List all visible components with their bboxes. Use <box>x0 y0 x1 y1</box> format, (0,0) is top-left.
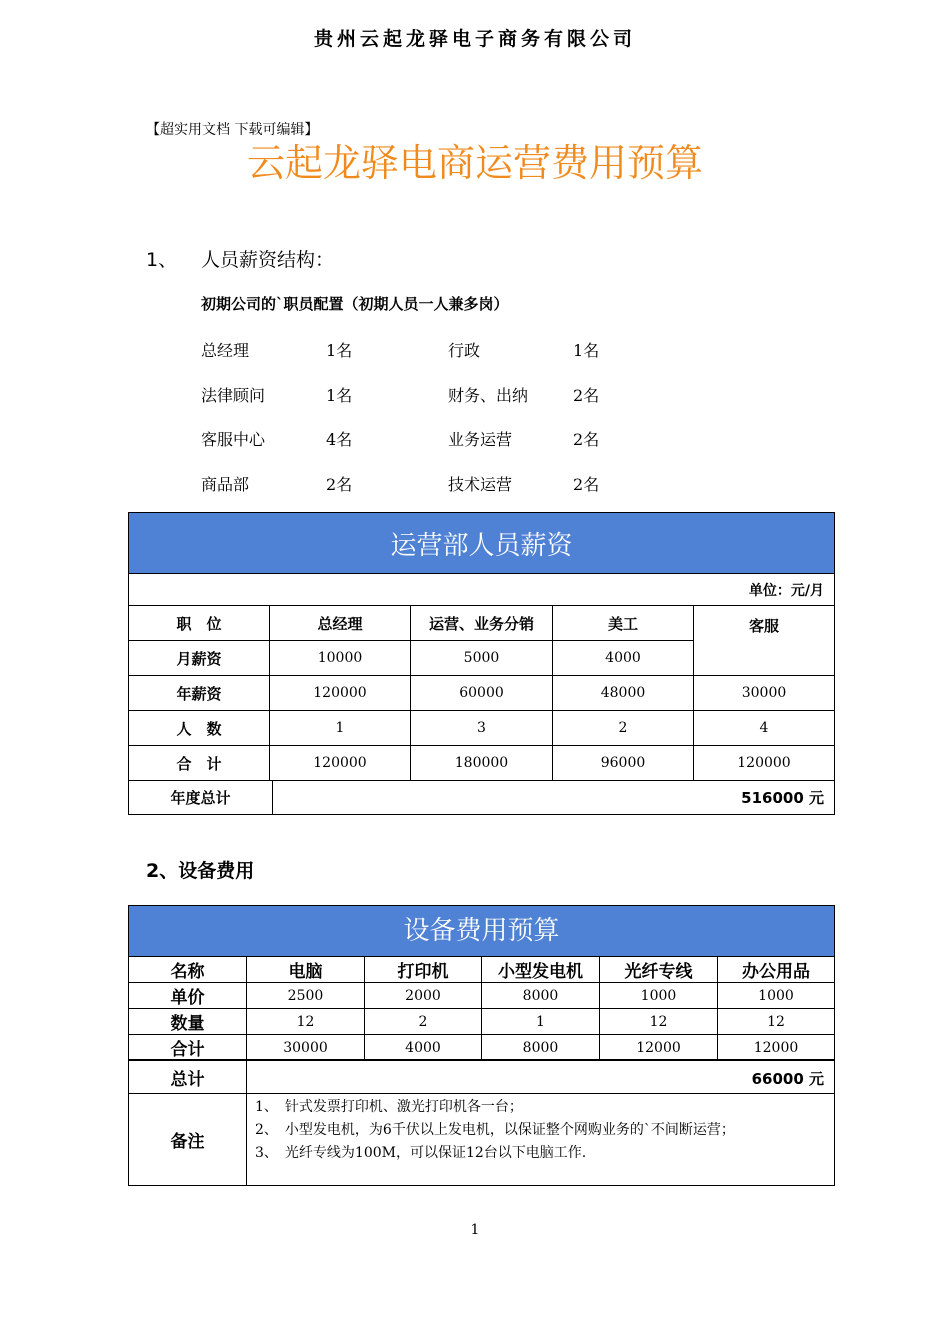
equipment-cell: 12000 <box>718 1035 835 1061</box>
salary-total-value: 516000 元 <box>273 781 835 815</box>
staff-unit: 名 <box>336 386 353 405</box>
equipment-cell: 12 <box>247 1009 365 1035</box>
salary-cell: 30000 <box>694 676 835 711</box>
equipment-header: 名称 <box>129 957 247 983</box>
section1-title: 人员薪资结构： <box>201 249 335 271</box>
staff-role: 行政 <box>448 341 481 360</box>
equipment-table <box>128 905 835 1061</box>
salary-unit: 单位：元/月 <box>129 574 835 606</box>
salary-header: 运营、业务分销 <box>411 606 553 641</box>
equipment-cell: 12000 <box>600 1035 718 1061</box>
staff-unit: 名 <box>583 475 600 494</box>
staff-role: 业务运营 <box>448 430 513 449</box>
equipment-cell: 8000 <box>482 1035 600 1061</box>
equipment-cell: 2 <box>365 1009 482 1035</box>
equipment-cell: 12 <box>718 1009 835 1035</box>
equipment-cell: 30000 <box>247 1035 365 1061</box>
equipment-cell: 12 <box>600 1009 718 1035</box>
salary-row-label: 月薪资 <box>129 641 270 676</box>
doc-title: 云起龙驿电商运营费用预算 <box>246 141 703 185</box>
staff-count: 2 <box>573 386 584 405</box>
equipment-header: 电脑 <box>247 957 365 983</box>
equipment-cell: 8000 <box>482 983 600 1009</box>
section1-subtitle: 初期公司的`职员配置（初期人员一人兼多岗） <box>201 295 509 313</box>
salary-cell: 120000 <box>694 746 835 781</box>
staff-count: 1 <box>326 341 337 360</box>
salary-cell: 10000 <box>270 641 411 676</box>
staff-count: 1 <box>573 341 584 360</box>
staff-count: 2 <box>573 475 584 494</box>
salary-cell: 48000 <box>553 676 694 711</box>
staff-unit: 名 <box>336 475 353 494</box>
staff-unit: 名 <box>336 341 353 360</box>
equipment-total-label: 总计 <box>129 1060 247 1094</box>
equipment-row-label: 数量 <box>129 1009 247 1035</box>
notes-content <box>247 1094 835 1186</box>
salary-cell: 96000 <box>553 746 694 781</box>
salary-row-label: 人 数 <box>129 711 270 746</box>
equipment-total-table <box>128 1059 835 1186</box>
salary-cell: 4000 <box>553 641 694 676</box>
staff-unit: 名 <box>336 430 353 449</box>
staff-unit: 名 <box>583 386 600 405</box>
notes-label: 备注 <box>129 1094 247 1186</box>
salary-header: 客服 <box>694 606 835 676</box>
staff-role: 技术运营 <box>448 475 513 494</box>
equipment-header: 小型发电机 <box>482 957 600 983</box>
note-item: 3、 光纤专线为100M，可以保证12台以下电脑工作. <box>255 1145 587 1161</box>
section2-title: 2、设备费用 <box>146 860 255 882</box>
page-header: 贵州云起龙驿电子商务有限公司 <box>313 28 636 50</box>
equipment-cell: 1000 <box>600 983 718 1009</box>
salary-cell: 5000 <box>411 641 553 676</box>
salary-table-title: 运营部人员薪资 <box>129 513 835 574</box>
equipment-cell: 2000 <box>365 983 482 1009</box>
equipment-cell: 1 <box>482 1009 600 1035</box>
equipment-row-label: 单价 <box>129 983 247 1009</box>
salary-total-table <box>128 780 835 815</box>
equipment-row-label: 合计 <box>129 1035 247 1061</box>
equipment-header: 办公用品 <box>718 957 835 983</box>
staff-role: 总经理 <box>201 341 250 360</box>
salary-header: 总经理 <box>270 606 411 641</box>
staff-count: 1 <box>326 386 337 405</box>
salary-cell: 1 <box>270 711 411 746</box>
salary-cell: 120000 <box>270 746 411 781</box>
staff-role: 法律顾问 <box>201 386 266 405</box>
salary-cell: 2 <box>553 711 694 746</box>
equipment-cell: 4000 <box>365 1035 482 1061</box>
staff-role: 客服中心 <box>201 430 266 449</box>
note-item: 1、 针式发票打印机、激光打印机各一台； <box>255 1099 523 1115</box>
note-item: 2、 小型发电机，为6千伏以上发电机，以保证整个网购业务的`不间断运营； <box>255 1122 735 1138</box>
salary-total-label: 年度总计 <box>129 781 273 815</box>
page-number: 1 <box>470 1222 480 1238</box>
staff-unit: 名 <box>583 341 600 360</box>
salary-row-label: 年薪资 <box>129 676 270 711</box>
staff-count: 4 <box>326 430 337 449</box>
equipment-table-title: 设备费用预算 <box>129 906 835 957</box>
salary-header: 美工 <box>553 606 694 641</box>
staff-role: 财务、出纳 <box>448 386 529 405</box>
equipment-cell: 2500 <box>247 983 365 1009</box>
staff-role: 商品部 <box>201 475 250 494</box>
salary-cell: 60000 <box>411 676 553 711</box>
salary-row-label: 合 计 <box>129 746 270 781</box>
equipment-cell: 1000 <box>718 983 835 1009</box>
salary-cell: 120000 <box>270 676 411 711</box>
salary-cell: 180000 <box>411 746 553 781</box>
staff-count: 2 <box>573 430 584 449</box>
staff-count: 2 <box>326 475 337 494</box>
salary-table <box>128 512 835 781</box>
equipment-header: 光纤专线 <box>600 957 718 983</box>
salary-cell: 4 <box>694 711 835 746</box>
salary-cell: 3 <box>411 711 553 746</box>
equipment-header: 打印机 <box>365 957 482 983</box>
staff-unit: 名 <box>583 430 600 449</box>
doc-tag: 【超实用文档 下载可编辑】 <box>146 122 319 138</box>
equipment-total-value: 66000 元 <box>247 1060 835 1094</box>
section1-number: 1、 <box>146 249 178 271</box>
salary-header: 职 位 <box>129 606 270 641</box>
